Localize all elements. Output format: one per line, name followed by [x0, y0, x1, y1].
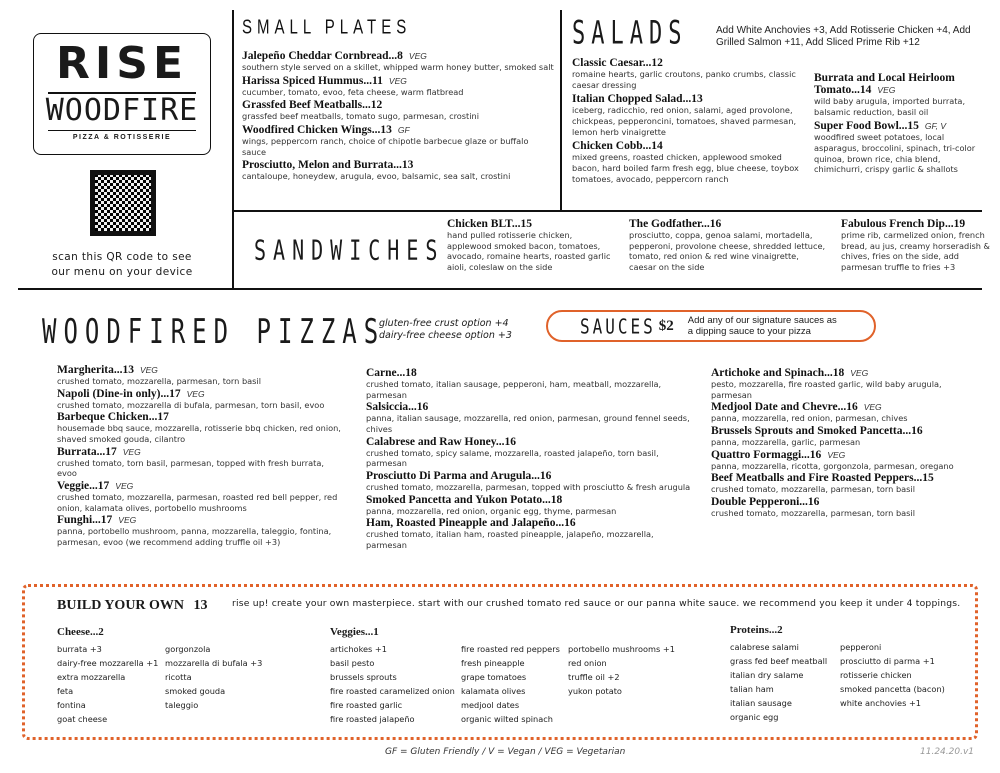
item-title: Barbeque Chicken...17 [57, 411, 169, 424]
item-description: woodfired sweet potatoes, local asparagus, broccolini, spinach, tri-color quinoa, brown rice, chia blend, chimichurri, crispy garlic & shallots [814, 132, 976, 175]
item-name [711, 472, 981, 484]
item-title: Double Pepperoni...16 [711, 495, 820, 508]
dietary-tag: VEG [863, 402, 882, 413]
pizza-item [366, 367, 691, 400]
df-cheese-option: dairy-free cheese option +3 [379, 330, 512, 341]
topping-option: red onion [568, 658, 607, 668]
item-description: crushed tomato, mozzarella, parmesan, roasted red bell pepper, red onion, kalamata olives, portobello mushrooms [57, 491, 338, 513]
pizza-item [366, 470, 691, 493]
dietary-tag: VEG [877, 85, 896, 95]
topping-option: medjool dates [461, 700, 520, 710]
salads-addons: Add White Anchovies +3, Add Rotisserie Chicken +4, Add Grilled Salmon +11, Add Sliced Prime Rib +12 [716, 25, 971, 48]
logo-tagline: PIZZA & ROTISSERIE [72, 134, 172, 141]
item-name [711, 425, 981, 437]
topping-option: organic wilted spinach [461, 714, 553, 724]
item-title: Beef Meatballs and Fire Roasted Peppers...15 [711, 472, 934, 485]
byo-title [57, 598, 208, 614]
item-title: The Godfather...16 [629, 218, 722, 230]
topping-option: fire roasted red peppers [461, 644, 560, 654]
item-title: Grassfed Beef Meatballs...12 [242, 99, 383, 112]
item-title: Fabulous French Dip...19 [841, 218, 966, 230]
gf-crust-option: gluten-free crust option +4 [379, 318, 509, 329]
logo [33, 33, 211, 155]
item-name [572, 93, 802, 105]
topping-option: mozzarella di bufala +3 [165, 658, 263, 668]
item-name [366, 367, 691, 379]
topping-option: italian dry salame [730, 670, 804, 680]
pizza-item [711, 367, 981, 400]
footer-version: 11.24.20.v1 [920, 747, 974, 757]
topping-option: pepperoni [840, 642, 882, 652]
item-description: panna, mozzarella, garlic, parmesan [711, 436, 861, 447]
item-name [814, 72, 984, 96]
item-description: pesto, mozzarella, fire roasted garlic, wild baby arugula, parmesan [711, 379, 942, 400]
small-plate-item [242, 99, 554, 122]
byo-intro: rise up! create your own masterpiece. start with our crushed tomato red sauce or our panna white sauce. we recommend you keep it under 4 toppings. [232, 598, 961, 609]
item-name [366, 436, 691, 448]
footer-legend: GF = Gluten Friendly / V = Vegan / VEG = Vegetarian [385, 747, 626, 757]
item-title: Calabrese and Raw Honey...16 [366, 435, 516, 448]
proteins-header: Proteins...2 [730, 624, 783, 636]
topping-option: italian sausage [730, 698, 792, 708]
cheese-list-b [165, 642, 262, 712]
item-title: Prosciutto Di Parma and Arugula...16 [366, 469, 552, 482]
item-name [242, 124, 554, 136]
item-description: crushed tomato, mozzarella, parmesan, torn basil [711, 507, 915, 518]
item-name [57, 388, 342, 400]
salad-item [572, 140, 802, 184]
item-description: wild baby arugula, imported burrata, balsamic reduction, basil oil [814, 96, 966, 117]
small-plate-item [242, 159, 554, 182]
item-title: Italian Chopped Salad...13 [572, 93, 703, 106]
dietary-tag: VEG [115, 480, 134, 491]
item-title: Burrata and Local Heirloom Tomato...14 [814, 72, 955, 96]
topping-option: artichokes +1 [330, 644, 387, 654]
topping-option: yukon potato [568, 686, 622, 696]
item-name [57, 364, 342, 376]
dietary-tag: GF, V [924, 121, 947, 132]
item-name [366, 470, 691, 482]
topping-option: fire roasted caramelized onion [330, 686, 455, 696]
item-name [711, 449, 981, 461]
item-title: Woodfired Chicken Wings...13 [242, 123, 392, 136]
item-title: Salsiccia...16 [366, 401, 429, 414]
small-plates-section [242, 16, 554, 184]
salad-item [814, 72, 984, 117]
veggies-list-c [568, 642, 675, 698]
pizza-item [711, 401, 981, 424]
small-plate-item [242, 75, 554, 98]
dietary-tag: VEG [388, 75, 407, 86]
item-description: grassfed beef meatballs, tomato sugo, parmesan, crostini [242, 111, 480, 122]
item-description: southern style served on a skillet, whipped warm honey butter, smoked salt [242, 62, 554, 72]
pizza-item [366, 494, 691, 517]
dietary-tag: VEG [850, 368, 869, 378]
pizza-item [57, 446, 342, 479]
item-name [57, 446, 342, 458]
dietary-tag: VEG [408, 51, 427, 61]
item-title: Quattro Formaggi...16 [711, 448, 822, 461]
pizza-item [711, 472, 981, 495]
item-title: Ham, Roasted Pineapple and Jalapeño...16 [366, 517, 576, 530]
proteins-list-a [730, 640, 827, 724]
topping-option: feta [57, 686, 74, 696]
cheese-list-a [57, 642, 158, 726]
pizza-item [57, 411, 342, 444]
topping-option: smoked gouda [165, 686, 226, 696]
dietary-tag: VEG [118, 515, 137, 526]
item-name [57, 411, 342, 423]
item-title: Chicken Cobb...14 [572, 140, 663, 153]
item-description: crushed tomato, mozzarella di bufala, parmesan, torn basil, evoo [57, 399, 325, 410]
logo-rise: RISE [56, 38, 188, 89]
topping-option: burrata +3 [57, 644, 102, 654]
item-name [366, 494, 691, 506]
item-title: Smoked Pancetta and Yukon Potato...18 [366, 493, 563, 506]
small-plates-title: SMALL PLATES [242, 16, 412, 39]
item-name [242, 75, 554, 87]
sandwich-item [447, 218, 615, 273]
topping-option: brussels sprouts [330, 672, 397, 682]
item-title: Chicken BLT...15 [447, 218, 532, 230]
item-name [447, 218, 615, 230]
pizza-item [711, 449, 981, 472]
veggies-header: Veggies...1 [330, 626, 379, 638]
salad-item [814, 120, 984, 175]
item-description: crushed tomato, italian sausage, pepperoni, ham, meatball, mozzarella, parmesan [366, 379, 662, 400]
dietary-tag: VEG [139, 365, 158, 375]
veggies-list-b [461, 642, 560, 726]
topping-option: organic egg [730, 712, 779, 722]
salad-item [572, 93, 802, 137]
topping-option: gorgonzola [165, 644, 211, 654]
item-description: crushed tomato, torn basil, parmesan, topped with fresh burrata, evoo [57, 457, 324, 479]
cheese-header: Cheese...2 [57, 626, 104, 638]
dietary-tag: VEG [186, 388, 205, 399]
divider [232, 210, 982, 212]
item-title: Artichoke and Spinach...18 [711, 367, 845, 379]
item-title: Veggie...17 [57, 479, 110, 492]
byo-price: 13 [193, 598, 208, 613]
pizza-item [711, 425, 981, 448]
item-title: Harissa Spiced Hummus...11 [242, 74, 383, 87]
item-description: housemade bbq sauce, mozzarella, rotisserie bbq chicken, red onion, shaved smoked gouda, cilantro [57, 423, 341, 444]
veggies-list-a [330, 642, 455, 726]
item-name [711, 367, 981, 379]
qr-caption: scan this QR code to see our menu on your device [51, 251, 193, 278]
item-description: crushed tomato, spicy salame, mozzarella, roasted jalapeño, torn basil, parmesan [366, 447, 659, 469]
item-name [57, 514, 342, 526]
item-title: Medjool Date and Chevre...16 [711, 401, 858, 414]
byo-title-text: BUILD YOUR OWN [57, 598, 185, 613]
pizza-column-1 [57, 364, 342, 549]
pizza-column-2 [366, 367, 691, 552]
topping-option: taleggio [165, 700, 199, 710]
item-description: crushed tomato, mozzarella, parmesan, torn basil [711, 484, 915, 495]
divider [560, 10, 562, 210]
item-description: prosciutto, coppa, genoa salami, mortadella, pepperoni, provolone cheese, shredded lettuce, tomato, red onion & red wine vinaigrette, caesar on the side [629, 230, 826, 272]
topping-option: smoked pancetta (bacon) [840, 684, 945, 694]
item-title: Brussels Sprouts and Smoked Pancetta...16 [711, 424, 923, 437]
salads-title: SALADS [572, 16, 688, 53]
item-name [711, 496, 981, 508]
topping-option: fire roasted jalapeño [330, 714, 415, 724]
divider [18, 288, 982, 290]
topping-option: fire roasted garlic [330, 700, 403, 710]
item-name [242, 99, 554, 111]
sandwiches-title: SANDWICHES [254, 233, 445, 267]
item-description: crushed tomato, mozzarella, parmesan, torn basil [57, 376, 261, 386]
item-title: Classic Caesar...12 [572, 57, 663, 69]
dietary-tag: GF [397, 124, 410, 135]
sauces-label: SAUCES [580, 313, 656, 339]
sandwich-item [841, 218, 991, 273]
item-title: Jalepeño Cheddar Cornbread...8 [242, 50, 403, 62]
item-description: panna, mozzarella, red onion, organic egg, thyme, parmesan [366, 505, 617, 516]
pizza-item [57, 514, 342, 547]
pizza-item [366, 436, 691, 469]
item-title: Super Food Bowl...15 [814, 120, 919, 133]
item-description: mixed greens, roasted chicken, applewood smoked bacon, hard boiled farm fresh egg, blue cheese, toybox tomatoes, avocado, peppercorn ranch [572, 152, 799, 184]
item-name [366, 401, 691, 413]
sauces-note: Add any of our signature sauces as a dipping sauce to your pizza [687, 315, 837, 337]
item-name [572, 57, 802, 69]
item-name [814, 120, 984, 132]
item-description: panna, mozzarella, red onion, parmesan, chives [711, 413, 908, 424]
item-description: panna, mozzarella, ricotta, gorgonzola, parmesan, oregano [711, 460, 954, 471]
item-description: crushed tomato, mozzarella, parmesan, topped with prosciutto & fresh arugula [366, 481, 691, 492]
topping-option: goat cheese [57, 714, 108, 724]
topping-option: fontina [57, 700, 86, 710]
item-name [841, 218, 991, 230]
item-title: Margherita...13 [57, 364, 134, 376]
proteins-list-b [840, 640, 945, 710]
item-title: Prosciutto, Melon and Burrata...13 [242, 159, 414, 172]
salads-left [572, 57, 802, 187]
item-description: hand pulled rotisserie chicken, applewood smoked bacon, tomatoes, avocado, romaine hearts, roasted garlic aioli, coleslaw on the side [447, 230, 611, 272]
pizza-column-3 [711, 367, 981, 520]
logo-woodfire: WOODFIRE [45, 92, 199, 128]
dietary-tag: VEG [122, 446, 141, 457]
item-description: crushed tomato, italian ham, roasted pineapple, jalapeño, mozzarella, parmesan [366, 529, 654, 550]
item-description: prime rib, carmelized onion, french bread, au jus, creamy horseradish & chives, fries on the side, add parmesan truffle to fries +3 [841, 230, 990, 272]
topping-option: grass fed beef meatball [730, 656, 828, 666]
pizza-item [57, 364, 342, 387]
item-name [629, 218, 827, 230]
item-name [711, 401, 981, 413]
topping-option: prosciutto di parma +1 [840, 656, 935, 666]
topping-option: talian ham [730, 684, 774, 694]
salads-right [814, 72, 984, 178]
topping-option: rotisserie chicken [840, 670, 912, 680]
topping-option: calabrese salami [730, 642, 799, 652]
sandwich-item [629, 218, 827, 273]
topping-option: dairy-free mozzarella +1 [57, 658, 159, 668]
sauces-badge [546, 310, 876, 342]
item-name [242, 50, 554, 62]
sauces-price: $2 [658, 317, 674, 334]
sandwiches-list [447, 218, 990, 276]
item-name [572, 140, 802, 152]
item-name [57, 480, 342, 492]
item-description: romaine hearts, garlic croutons, panko crumbs, classic caesar dressing [572, 69, 796, 90]
item-title: Napoli (Dine-in only)...17 [57, 387, 181, 400]
item-description: cucumber, tomato, evoo, feta cheese, warm flatbread [242, 86, 464, 97]
topping-option: kalamata olives [461, 686, 526, 696]
divider [232, 10, 234, 288]
salad-item [572, 57, 802, 90]
item-description: panna, italian sausage, mozzarella, red onion, parmesan, ground fennel seeds, chives [366, 413, 690, 434]
topping-option: ricotta [165, 672, 192, 682]
item-description: wings, peppercorn ranch, choice of chipotle barbecue glaze or buffalo sauce [242, 135, 529, 157]
item-name [242, 159, 554, 171]
pizza-item [57, 480, 342, 513]
pizza-item [366, 401, 691, 434]
item-title: Carne...18 [366, 367, 417, 379]
pizza-item [366, 517, 691, 550]
topping-option: extra mozzarella [57, 672, 126, 682]
dietary-tag: VEG [827, 449, 846, 460]
pizza-item [57, 388, 342, 411]
pizzas-title: WOODFIRED PIZZAS [42, 312, 386, 352]
topping-option: white anchovies +1 [840, 698, 922, 708]
small-plate-item [242, 124, 554, 157]
item-description: iceberg, radicchio, red onion, salami, aged provolone, chickpeas, pepperoncini, tomatoes, shaved parmesan, lemon herb vinaigrette [572, 105, 797, 137]
qr-code[interactable] [90, 170, 156, 236]
item-title: Burrata...17 [57, 445, 117, 458]
pizza-options [379, 318, 512, 342]
small-plate-item [242, 50, 554, 73]
topping-option: portobello mushrooms +1 [568, 644, 675, 654]
item-title: Funghi...17 [57, 514, 113, 527]
topping-option: basil pesto [330, 658, 375, 668]
topping-option: fresh pineapple [461, 658, 525, 668]
topping-option: truffle oil +2 [568, 672, 620, 682]
topping-option: grape tomatoes [461, 672, 527, 682]
item-description: panna, portobello mushroom, panna, mozzarella, taleggio, fontina, parmesan, evoo (we recommend adding truffle oil +3) [57, 526, 332, 547]
pizza-item [711, 496, 981, 519]
item-name [366, 517, 691, 529]
item-description: cantaloupe, honeydew, arugula, evoo, balsamic, sea salt, crostini [242, 171, 511, 182]
